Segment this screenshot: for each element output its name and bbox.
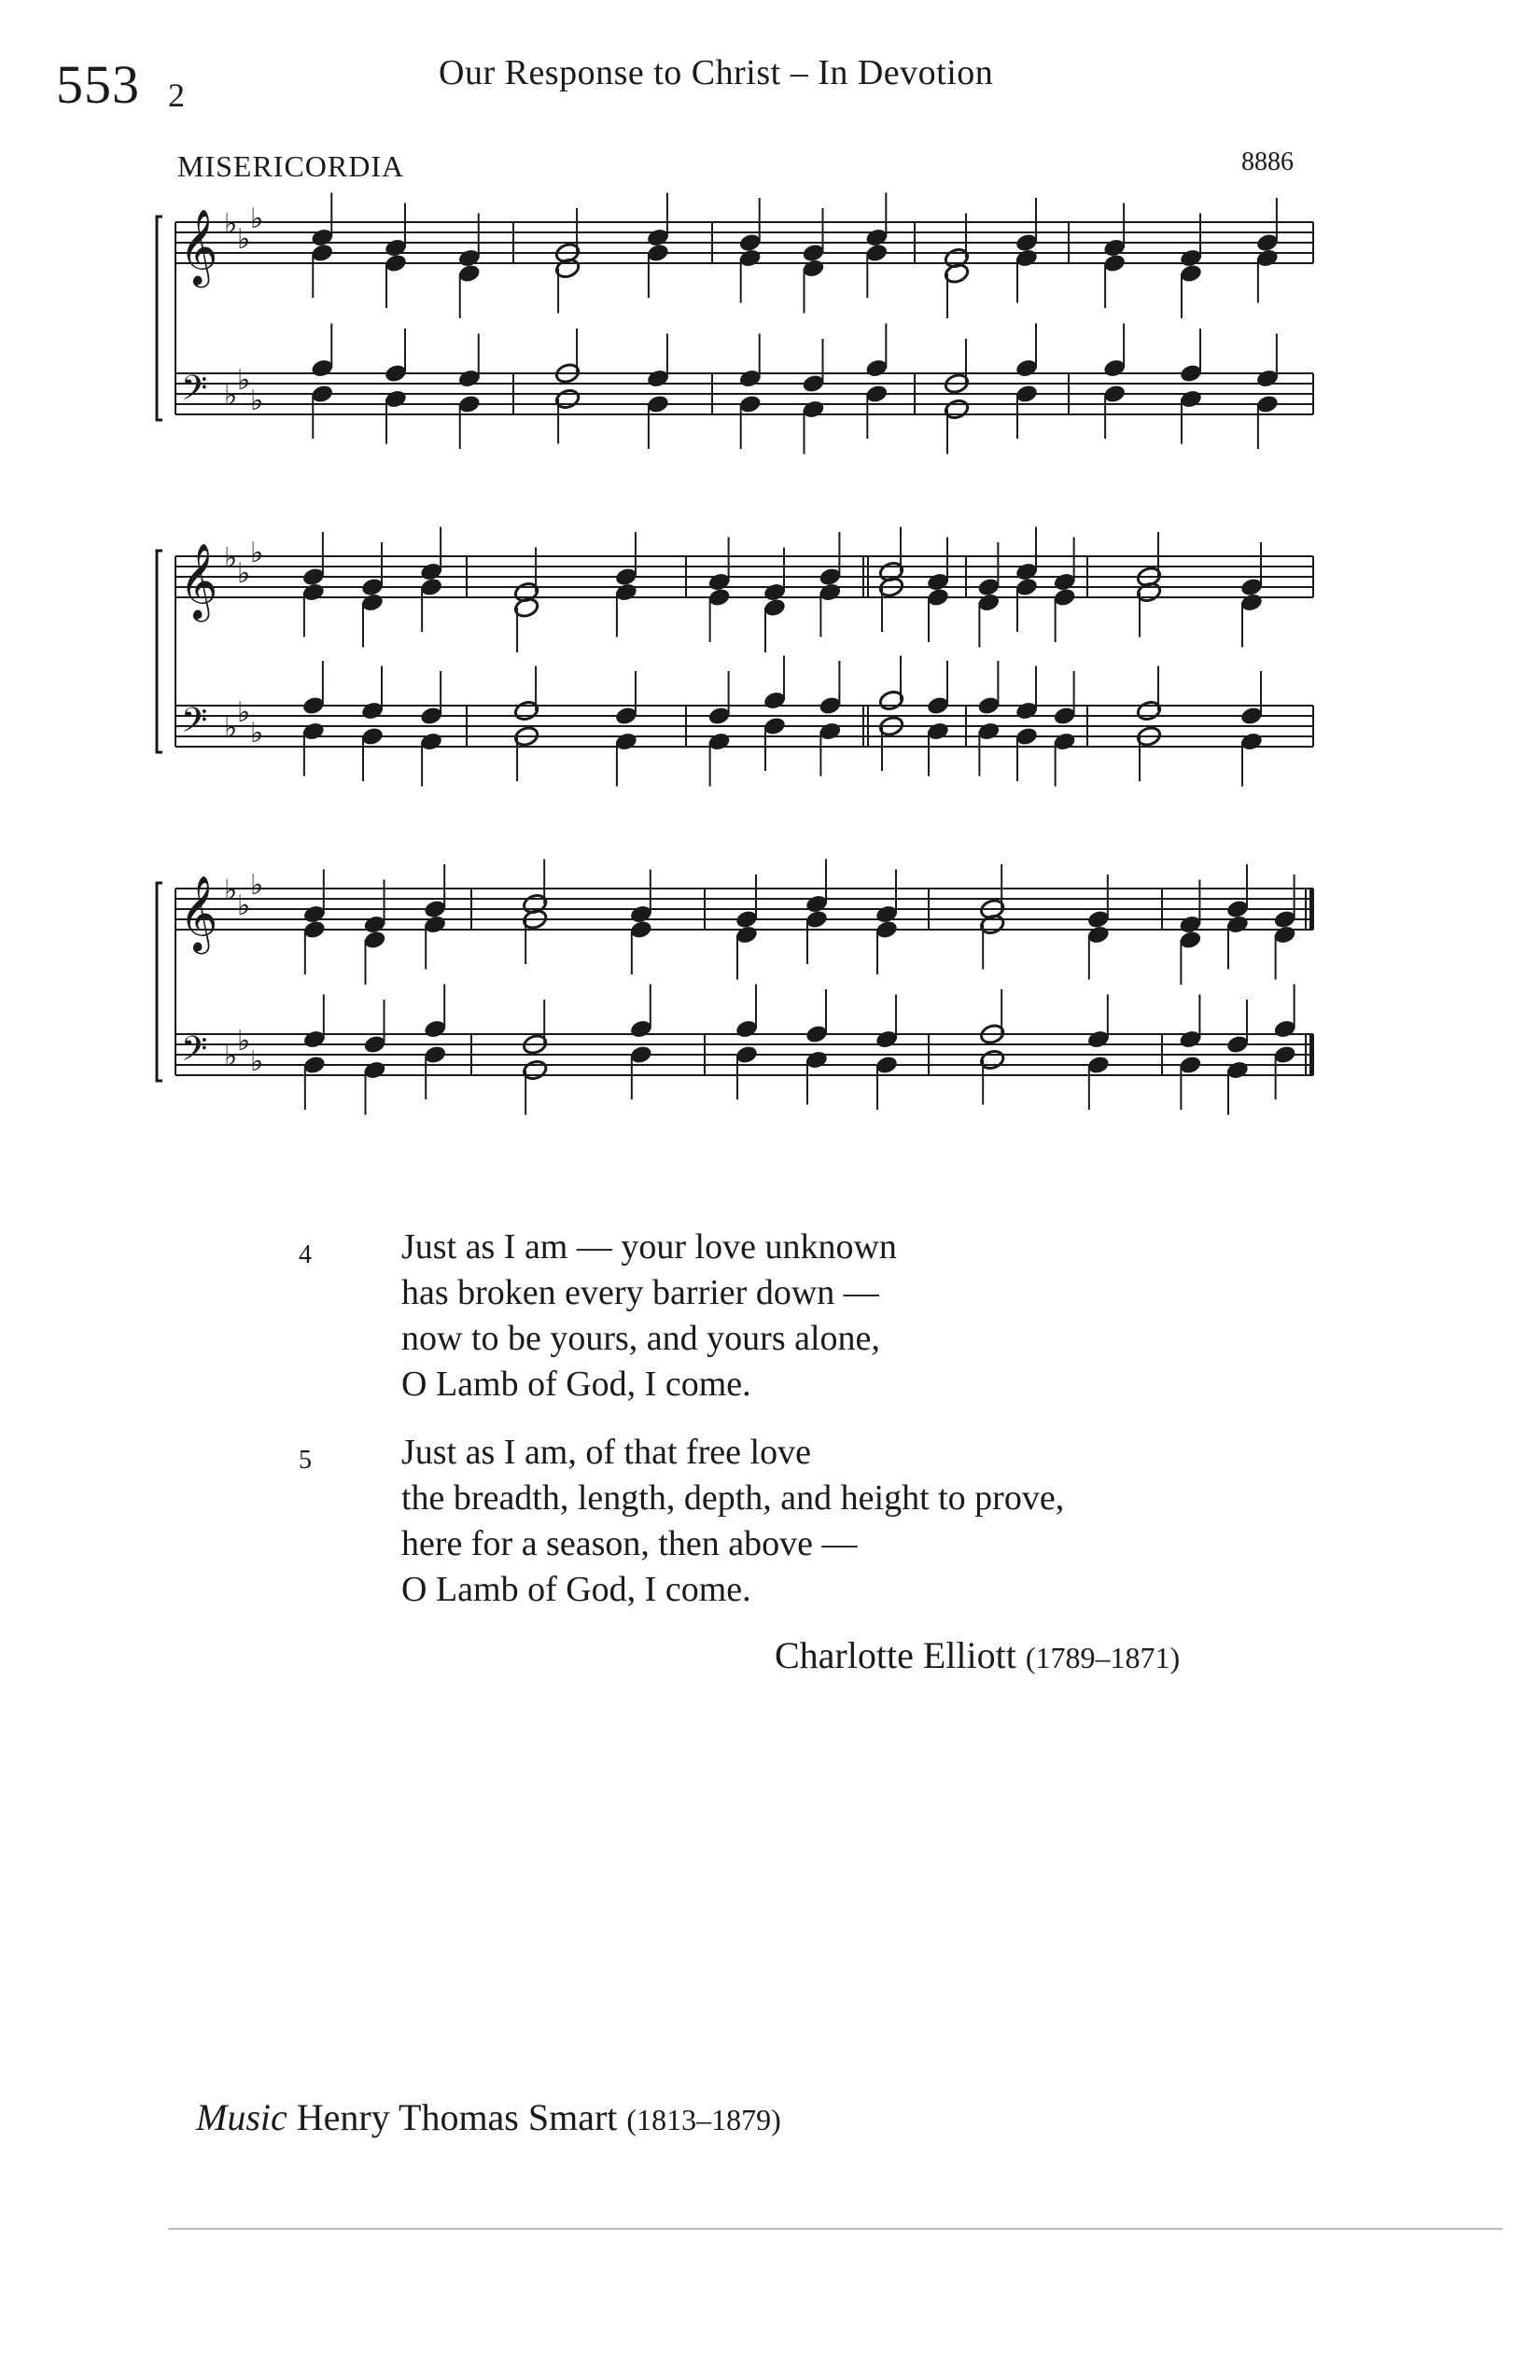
- hymn-number: 553: [56, 54, 140, 115]
- composer-dates: (1813–1879): [626, 2103, 781, 2136]
- svg-text:𝄞: 𝄞: [179, 208, 218, 285]
- svg-text:♭: ♭: [250, 537, 264, 569]
- svg-text:♭: ♭: [224, 1040, 238, 1073]
- svg-text:♭: ♭: [224, 379, 238, 413]
- svg-text:♭: ♭: [224, 207, 238, 241]
- verse-number: 5: [299, 1446, 312, 1475]
- svg-text:♭: ♭: [237, 1025, 251, 1057]
- svg-text:𝄞: 𝄞: [179, 875, 218, 951]
- footer-rule: [168, 2228, 1503, 2230]
- tune-variant-number: 2: [168, 77, 185, 114]
- words-credit: [775, 1633, 1180, 1677]
- svg-text:𝄢: 𝄢: [181, 701, 208, 749]
- svg-text:♭: ♭: [237, 364, 251, 397]
- svg-text:𝄞: 𝄞: [179, 542, 218, 619]
- verse-line: Just as I am — your love unknown: [401, 1227, 897, 1267]
- svg-text:♭: ♭: [237, 696, 251, 729]
- composer-name: Henry Thomas Smart: [296, 2096, 618, 2138]
- verse-4: [299, 1225, 1064, 1407]
- svg-text:♭: ♭: [224, 874, 238, 907]
- section-title: Our Response to Christ – In Devotion: [439, 53, 994, 92]
- verse-line: Just as I am, of that free love: [401, 1433, 811, 1472]
- svg-text:♭: ♭: [237, 889, 251, 922]
- meter: 8886: [1241, 147, 1294, 176]
- verse-line: the breadth, length, depth, and height to prove,: [401, 1478, 1065, 1518]
- svg-text:♭: ♭: [250, 717, 264, 749]
- svg-text:𝄢: 𝄢: [181, 1029, 208, 1077]
- verse-line: has broken every barrier down —: [401, 1273, 879, 1312]
- verse-line: now to be yours, and yours alone,: [401, 1319, 880, 1358]
- svg-text:♭: ♭: [250, 869, 264, 902]
- svg-text:♭: ♭: [250, 203, 264, 235]
- verse-line: O Lamb of God, I come.: [401, 1570, 751, 1609]
- score-system: [157, 860, 1314, 1115]
- author-dates: (1789–1871): [1025, 1641, 1181, 1674]
- music-credit: [196, 2095, 781, 2139]
- verse-number: 4: [299, 1240, 312, 1269]
- verses: [299, 1225, 1064, 1635]
- svg-text:♭: ♭: [224, 541, 238, 575]
- svg-text:♭: ♭: [237, 223, 251, 256]
- svg-text:♭: ♭: [224, 711, 238, 745]
- svg-text:♭: ♭: [250, 1045, 264, 1078]
- svg-text:♭: ♭: [237, 557, 251, 590]
- score-system: [157, 527, 1313, 787]
- music-label: Music: [196, 2096, 287, 2138]
- verse-5: [299, 1430, 1064, 1613]
- verse-line: here for a season, then above —: [401, 1524, 858, 1563]
- svg-text:𝄢: 𝄢: [181, 369, 208, 416]
- verse-line: O Lamb of God, I come.: [401, 1365, 751, 1404]
- author-name: Charlotte Elliott: [775, 1634, 1016, 1676]
- tune-name: MISERICORDIA: [177, 149, 405, 183]
- music-score: [0, 0, 1540, 1167]
- svg-text:♭: ♭: [250, 385, 264, 417]
- score-system: [157, 193, 1313, 455]
